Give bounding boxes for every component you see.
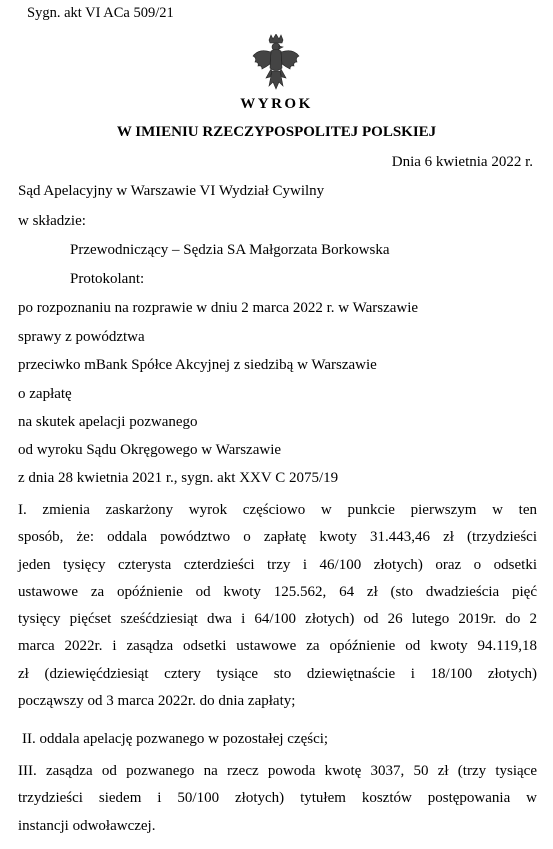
ruling-point-1-line: I. zmienia zaskarżony wyrok częściowo w punkcie pierwszym w ten	[18, 502, 537, 518]
ruling-point-2: II. oddala apelację pozwanego w pozostałej części;	[22, 731, 329, 747]
ruling-point-3-line: trzydzieści siedem i 50/100 złotych) tytułem kosztów postępowania w	[18, 790, 537, 807]
ruling-point-3	[18, 758, 537, 840]
ruling-point-1-line: zł (dziewięćdziesiąt cztery tysiące sto dziewiętnaście i 18/100 złotych)	[18, 665, 537, 682]
ruling-point-1-line: ustawowe za opóźnienie od kwoty 125.562, 64 zł (sto dwadzieścia pięć	[18, 583, 537, 600]
ruling-point-1-line: tysięcy pięćset sześćdziesiąt dwa i 64/100 złotych) od 26 lutego 2019r. do 2	[18, 611, 537, 628]
document-subtitle: W IMIENIU RZECZYPOSPOLITEJ POLSKIEJ	[116, 124, 437, 140]
clerk-label: Protokolant:	[70, 271, 145, 287]
ruling-point-3-line: instancji odwoławczej.	[18, 817, 156, 834]
appeal-info: na skutek apelacji pozwanego	[18, 414, 198, 430]
claim-subject: o zapłatę	[18, 386, 72, 402]
hearing-info: po rozpoznaniu na rozprawie w dniu 2 marca 2022 r. w Warszawie	[18, 300, 419, 316]
presiding-judge: Przewodniczący – Sędzia SA Małgorzata Borkowska	[70, 242, 390, 258]
polish-eagle-emblem-icon	[251, 34, 301, 90]
defendant-line: przeciwko mBank Spółce Akcyjnej z siedzibą w Warszawie	[18, 357, 377, 373]
ruling-point-1-line: marca 2022r. i zasądza odsetki ustawowe za opóźnienie od kwoty 94.119,18	[18, 638, 537, 655]
ruling-point-3-line: III. zasądza od pozwanego na rzecz powoda kwotę 3037, 50 zł (trzy tysiące	[18, 763, 537, 779]
court-name: Sąd Apelacyjny w Warszawie VI Wydział Cywilny	[18, 183, 325, 199]
ruling-point-1-line: jeden tysięcy czterysta czterdzieści trzy i 46/100 złotych) oraz o odsetki	[18, 556, 537, 573]
ruling-point-1	[18, 497, 537, 715]
document-title: WYROK	[240, 96, 313, 112]
ruling-point-1-line: począwszy od 3 marca 2022r. do dnia zapłaty;	[18, 693, 296, 710]
lower-court-judgment: od wyroku Sądu Okręgowego w Warszawie	[18, 442, 282, 458]
judgment-date: Dnia 6 kwietnia 2022 r.	[391, 154, 533, 170]
lower-court-date: z dnia 28 kwietnia 2021 r., sygn. akt XXV C 2075/19	[18, 470, 339, 486]
case-signature: Sygn. akt VI ACa 509/21	[27, 5, 174, 21]
case-from-lawsuit: sprawy z powództwa	[18, 329, 145, 345]
ruling-point-1-line: sposób, że: oddala powództwo o zapłatę kwoty 31.443,46 zł (trzydzieści	[18, 529, 537, 546]
composition-label: w składzie:	[18, 213, 86, 229]
